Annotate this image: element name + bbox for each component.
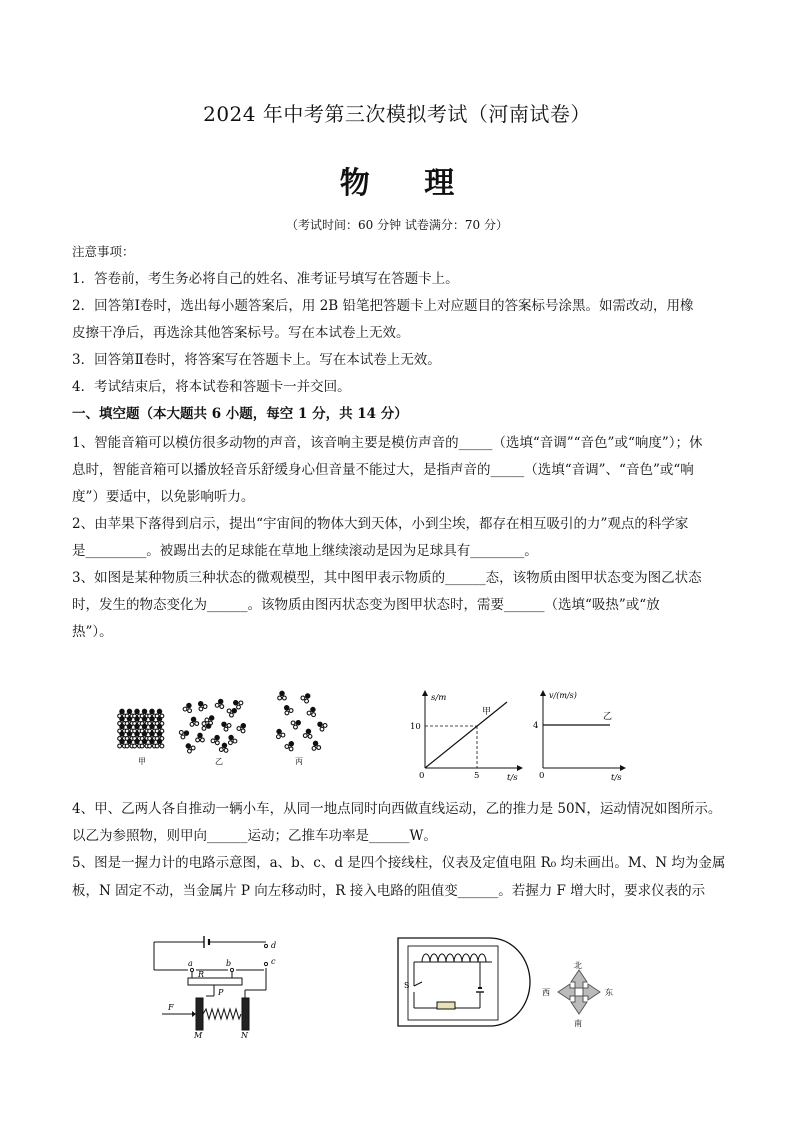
notice-item: 3．回答第Ⅱ卷时，将答案写在答题卡上。写在本试卷上无效。 [72, 352, 441, 368]
molecule-model [274, 728, 285, 739]
gas-state-model [274, 691, 327, 751]
label-b: b [226, 959, 232, 968]
molecule-model [226, 734, 237, 745]
molecule-model [215, 698, 226, 709]
question-2-line: 2、由苹果下落得到启示，提出“宇宙间的物体大到天体，小到尘埃，都存在相互吸引的力”观点的科学家 [72, 516, 689, 532]
t-axis-label: t/s [507, 773, 518, 783]
label-d: d [271, 941, 277, 950]
question-3-line: 时，发生的物态变化为______。该物质由图丙状态变为图甲状态时，需要______（选填“吸热”或“放 [72, 597, 660, 613]
molecule-model [189, 717, 199, 727]
question-1-line: 息时，智能音箱可以播放轻音乐舒缓身心但音量不能过大，是指声音的_____（选填“音调”、“音色”或“响 [72, 462, 694, 478]
terminal-d [264, 944, 267, 947]
molecule-model [196, 733, 205, 742]
question-3-line: 3、如图是某种物质三种状态的微观模型，其中图甲表示物质的______态，该物质由图甲状态变为图乙状态 [72, 570, 702, 586]
s-t-graph [395, 688, 525, 783]
exam-info: （考试时间：60 分钟 试卷满分：70 分） [286, 218, 508, 232]
label-n: N [241, 1031, 248, 1038]
line-label-yi: 乙 [603, 712, 613, 722]
label-f: F [168, 1003, 174, 1012]
notice-heading: 注意事项： [72, 244, 135, 259]
compass-west: 西 [542, 988, 550, 997]
compass-east: 东 [605, 988, 613, 997]
solid-state-model [118, 709, 164, 748]
s-axis-label: s/m [431, 693, 447, 703]
molecule-model [282, 704, 294, 716]
terminal-a [190, 968, 193, 971]
molecule-model [210, 734, 221, 746]
terminal-c [264, 962, 267, 965]
compass-north: 北 [574, 961, 582, 970]
molecule-model [183, 702, 194, 713]
molecule-model [236, 722, 248, 734]
molecule-model [219, 743, 229, 753]
state-label-yi: 乙 [215, 757, 223, 766]
question-5-line: 板，N 固定不动，当金属片 P 向左移动时，R 接入电路的阻值变______。若握力 F 增大时，要求仪表的示 [72, 883, 706, 899]
molecule-model [303, 729, 313, 739]
molecule-model [284, 740, 296, 752]
state-label-bing: 丙 [295, 757, 303, 766]
molecule-model [307, 706, 318, 717]
notice-item: 皮擦干净后，再选涂其他答案标号。写在本试卷上无效。 [72, 325, 410, 341]
label-r: R [198, 970, 205, 979]
grip-meter-circuit [148, 928, 288, 1038]
liquid-state-model [179, 698, 248, 754]
molecule-model [278, 691, 287, 700]
molecule-model [184, 742, 196, 754]
compass-south: 南 [574, 1019, 582, 1028]
question-1-line: 1、智能音箱可以模仿很多动物的声音，该音响主要是模仿声音的_____（选填“音调”“音色”或“响度”）；休 [72, 435, 703, 451]
molecule-model [220, 720, 232, 732]
molecule-model [300, 692, 312, 704]
question-2-line: 是_________。被踢出去的足球能在草地上继续滚动是因为足球具有________。 [72, 543, 538, 559]
label-m: M [194, 1031, 203, 1038]
v-t-graph [528, 688, 633, 783]
question-3-line: 热”）。 [72, 624, 113, 640]
electromagnet-figure [392, 934, 532, 1030]
x-tick-5: 5 [474, 771, 480, 781]
origin-label: 0 [419, 771, 425, 781]
label-a: a [188, 959, 193, 968]
y-tick-4: 4 [533, 721, 539, 731]
origin-label: 0 [539, 771, 545, 781]
notice-item: 2．回答第Ⅰ卷时，选出每小题答案后，用 2B 铅笔把答题卡上对应题目的答案标号涂黑。如需改动，用橡 [72, 298, 694, 314]
molecule-model [311, 741, 321, 751]
states-of-matter-figure [110, 682, 350, 772]
label-p: P [218, 988, 224, 997]
line-label-jia: 甲 [482, 707, 492, 717]
section-heading: 一、填空题（本大题共 6 小题，每空 1 分，共 14 分） [72, 406, 408, 422]
molecule-model [179, 728, 190, 739]
subject-title: 物 理 [339, 166, 477, 201]
molecule-model [316, 720, 328, 732]
terminal-b [230, 968, 233, 971]
question-5-line: 5、图是一握力计的电路示意图，a、b、c、d 是四个接线柱，仪表及定值电阻 R₀ 均未画出。M、N 均为金属 [72, 855, 726, 871]
compass-rose [534, 956, 624, 1028]
state-label-jia: 甲 [138, 757, 146, 766]
s-t-line [425, 702, 507, 768]
switch-label: S [404, 981, 410, 990]
molecule-model [196, 700, 208, 712]
molecule-model [290, 718, 302, 730]
v-axis-label: v/(m/s) [549, 691, 577, 700]
question-4-line: 以乙为参照物，则甲向______运动；乙推车功率是______W。 [72, 828, 437, 844]
label-c: c [271, 957, 276, 966]
molecule-model [232, 698, 244, 710]
t-axis-label: t/s [611, 773, 622, 783]
question-4-line: 4、甲、乙两人各自推动一辆小车，从同一地点同时向西做直线运动，乙的推力是 50N，运动情况如图所示。 [72, 801, 722, 817]
paper-title: 2024 年中考第三次模拟考试（河南试卷） [203, 102, 591, 126]
y-tick-10: 10 [410, 722, 421, 732]
notice-item: 1．答卷前，考生务必将自己的姓名、准考证号填写在答题卡上。 [72, 271, 459, 287]
question-1-line: 度”）要适中，以免影响听力。 [72, 489, 255, 505]
notice-item: 4．考试结束后，将本试卷和答题卡一并交回。 [72, 379, 351, 395]
